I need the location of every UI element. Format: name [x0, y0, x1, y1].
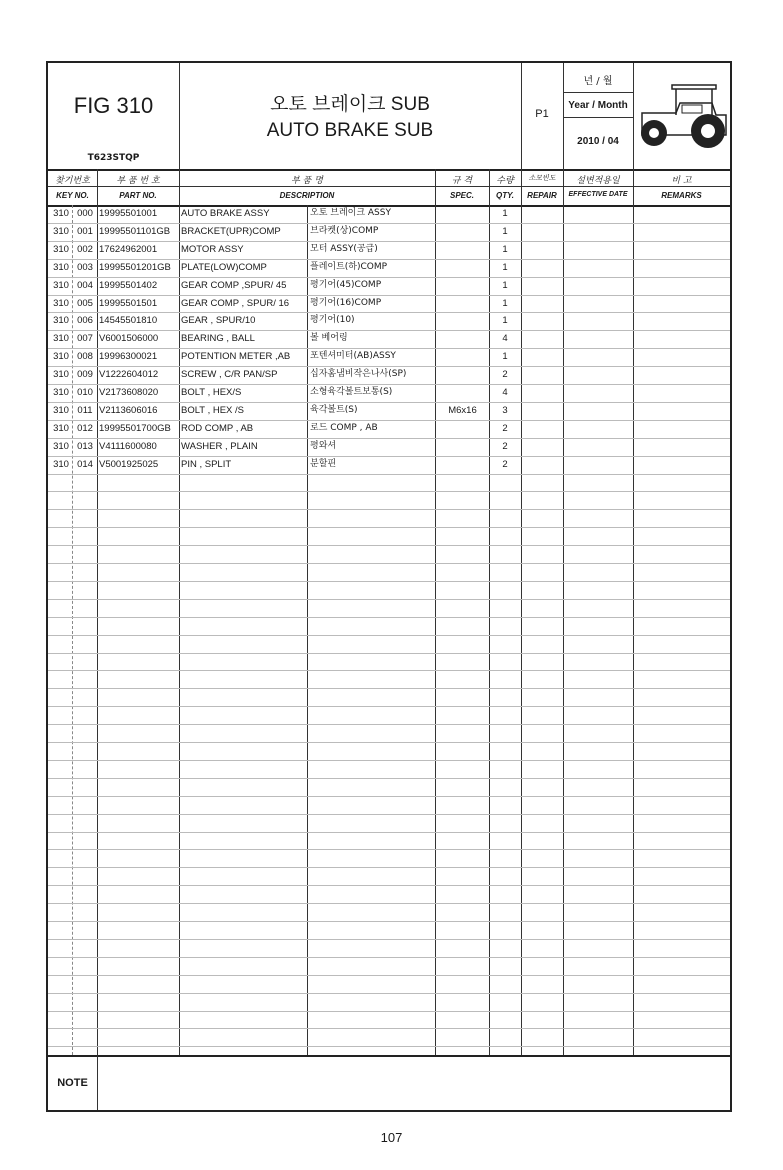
cell-key: 006 — [77, 315, 93, 327]
cell-key: 002 — [77, 243, 93, 255]
divider — [563, 117, 633, 118]
column-divider — [633, 169, 634, 1055]
cell-fig: 310 — [53, 369, 69, 381]
cell-desc-en: WASHER , PLAIN — [181, 440, 258, 452]
cell-qty: 1 — [502, 261, 508, 273]
cell-spec: M6x16 — [448, 404, 477, 416]
cell-qty: 4 — [502, 387, 508, 398]
cell-part: V2173608020 — [99, 387, 159, 398]
remarks-header-en: REMARKS — [661, 191, 702, 200]
title-english: AUTO BRAKE SUB — [266, 120, 434, 141]
cell-desc-kr: 브라켓(상)COMP — [310, 225, 379, 236]
cell-desc-kr: 십자홈냄비작은나사(SP) — [310, 369, 407, 380]
cell-qty: 1 — [502, 243, 508, 255]
cell-part: 19995501700GB — [99, 422, 171, 434]
desc-header-kr: 부 품 명 — [291, 176, 323, 186]
cell-qty: 2 — [502, 422, 508, 434]
key-header-en: KEY NO. — [56, 191, 89, 200]
cell-desc-en: BEARING , BALL — [181, 333, 255, 345]
table-rule — [48, 1011, 730, 1012]
cell-key: 007 — [77, 333, 93, 345]
title-korean: 오토 브레이크 SUB — [270, 94, 430, 115]
cell-desc-kr: 볼 베어링 — [310, 333, 348, 344]
cell-desc-en: PIN , SPLIT — [181, 458, 232, 470]
table-rule — [48, 617, 730, 618]
qty-header-kr: 수량 — [496, 176, 514, 186]
table-rule — [48, 670, 730, 671]
column-divider — [563, 169, 564, 1055]
cell-desc-en: MOTOR ASSY — [181, 243, 244, 255]
page-code: P1 — [535, 108, 549, 120]
table-rule — [48, 635, 730, 636]
cell-desc-kr: 로드 COMP , AB — [310, 422, 378, 433]
note-label: NOTE — [57, 1077, 88, 1089]
table-rule — [48, 545, 730, 546]
table-rule — [48, 563, 730, 564]
cell-part: V4111600080 — [99, 440, 157, 452]
cell-key: 010 — [77, 387, 93, 398]
cell-desc-en: PLATE(LOW)COMP — [181, 261, 267, 273]
cell-fig: 310 — [53, 261, 69, 273]
cell-key: 011 — [77, 404, 93, 416]
cell-fig: 310 — [53, 458, 69, 470]
table-rule — [48, 599, 730, 600]
cell-qty: 4 — [502, 333, 508, 345]
cell-qty: 1 — [502, 315, 508, 327]
cell-desc-en: ROD COMP , AB — [181, 422, 254, 434]
cell-key: 000 — [77, 208, 93, 219]
cell-desc-kr: 육각볼트(S) — [310, 404, 358, 415]
cell-key: 004 — [77, 279, 93, 291]
cell-key: 013 — [77, 440, 93, 452]
table-rule — [48, 885, 730, 886]
cell-part: V6001506000 — [99, 333, 159, 345]
table-rule — [48, 849, 730, 850]
cell-part: 19995501001 — [99, 208, 158, 219]
cell-desc-kr: 플레이트(하)COMP — [310, 261, 388, 272]
table-rule — [48, 1046, 730, 1047]
table-rule — [48, 760, 730, 761]
cell-desc-en: BOLT , HEX /S — [181, 404, 245, 416]
cell-part: V1222604012 — [99, 369, 159, 381]
cell-desc-en: GEAR COMP ,SPUR/ 45 — [181, 279, 287, 291]
cell-qty: 1 — [502, 297, 508, 309]
cell-key: 008 — [77, 351, 93, 363]
cell-qty: 2 — [502, 369, 508, 381]
table-rule — [48, 993, 730, 994]
table-rule — [48, 867, 730, 868]
cell-desc-kr: 평기어(10) — [310, 315, 355, 326]
column-divider — [179, 169, 180, 1055]
table-rule — [48, 474, 730, 475]
cell-fig: 310 — [53, 315, 69, 327]
table-rule — [48, 832, 730, 833]
cell-part: 17624962001 — [99, 243, 158, 255]
cell-fig: 310 — [53, 404, 69, 416]
cell-desc-en: BOLT , HEX/S — [181, 387, 242, 398]
table-rule — [48, 903, 730, 904]
divider — [48, 186, 730, 187]
repair-header-kr: 소모빈도 — [528, 174, 556, 182]
column-divider — [307, 205, 308, 1055]
cell-qty: 1 — [502, 351, 508, 363]
part-header-kr: 부 품 번 호 — [116, 176, 160, 186]
cell-desc-kr: 오토 브레이크 ASSY — [310, 208, 391, 218]
divider — [563, 92, 633, 93]
divider — [633, 63, 634, 169]
spec-header-en: SPEC. — [449, 191, 474, 200]
cell-qty: 1 — [502, 208, 508, 219]
cell-key: 012 — [77, 422, 93, 434]
table-rule — [48, 814, 730, 815]
cell-part: V2113606016 — [99, 404, 158, 416]
key-header-kr: 찾기번호 — [55, 176, 90, 186]
cell-key: 014 — [77, 458, 93, 470]
cell-desc-en: POTENTION METER ,AB — [181, 351, 291, 363]
cell-qty: 2 — [502, 440, 508, 452]
year-month-korean: 년 / 월 — [583, 76, 613, 87]
cell-desc-kr: 평와셔 — [310, 440, 337, 451]
note-divider — [48, 1055, 730, 1057]
cell-qty: 1 — [502, 225, 508, 237]
desc-header-en: DESCRIPTION — [279, 191, 335, 200]
table-rule — [48, 724, 730, 725]
cell-part: 19995501201GB — [99, 261, 171, 273]
table-rule — [48, 706, 730, 707]
cell-fig: 310 — [53, 297, 69, 309]
cell-key: 005 — [77, 297, 93, 309]
cell-fig: 310 — [53, 208, 69, 219]
table-rule — [48, 742, 730, 743]
table-rule — [48, 509, 730, 510]
table-rule — [48, 796, 730, 797]
remarks-header-kr: 비 고 — [671, 176, 692, 186]
cell-desc-kr: 분할핀 — [310, 458, 337, 469]
cell-desc-en: AUTO BRAKE ASSY — [181, 208, 270, 219]
cell-fig: 310 — [53, 225, 69, 237]
cell-desc-kr: 소형육각볼트보통(S) — [310, 387, 393, 397]
cell-qty: 2 — [502, 458, 508, 470]
year-month-english: Year / Month — [568, 100, 628, 111]
cell-desc-kr: 모터 ASSY(공급) — [310, 243, 378, 254]
cell-qty: 1 — [502, 279, 508, 291]
cell-qty: 3 — [502, 404, 508, 416]
table-rule — [48, 921, 730, 922]
cell-desc-kr: 평기어(16)COMP — [310, 297, 382, 308]
model-code: T623STQP — [87, 153, 140, 163]
table-rule — [48, 688, 730, 689]
cell-fig: 310 — [53, 440, 69, 452]
cell-part: 19996300021 — [99, 351, 158, 363]
table-rule — [48, 527, 730, 528]
cell-part: 19995501501 — [99, 297, 158, 309]
cell-desc-en: SCREW , C/R PAN/SP — [181, 369, 278, 381]
tractor-icon — [636, 75, 730, 155]
table-rule — [48, 778, 730, 779]
cell-key: 003 — [77, 261, 93, 273]
spec-header-kr: 규 격 — [451, 176, 473, 186]
column-divider — [97, 169, 98, 1055]
table-rule — [48, 939, 730, 940]
cell-fig: 310 — [53, 333, 69, 345]
table-rule — [48, 581, 730, 582]
cell-desc-en: GEAR , SPUR/10 — [181, 315, 256, 327]
header-divider — [48, 169, 730, 171]
parts-sheet — [46, 61, 732, 1112]
cell-desc-kr: 평기어(45)COMP — [310, 279, 382, 290]
cell-desc-en: BRACKET(UPR)COMP — [181, 225, 281, 237]
table-rule — [48, 1028, 730, 1029]
cell-fig: 310 — [53, 422, 69, 434]
title-block — [179, 89, 521, 142]
cell-part: 19995501402 — [99, 279, 158, 291]
cell-key: 001 — [77, 225, 93, 237]
page-number: 107 — [380, 1130, 403, 1145]
effective-header-en: EFFECTIVE DATE — [568, 191, 628, 198]
cell-key: 009 — [77, 369, 93, 381]
cell-part: 19995501101GB — [99, 225, 171, 237]
repair-header-en: REPAIR — [527, 191, 557, 200]
cell-fig: 310 — [53, 279, 69, 291]
part-header-en: PART NO. — [119, 191, 157, 200]
cell-part: V5001925025 — [99, 458, 159, 470]
table-rule — [48, 975, 730, 976]
cell-fig: 310 — [53, 243, 69, 255]
column-divider — [435, 169, 436, 1055]
cell-fig: 310 — [53, 387, 69, 398]
qty-header-en: QTY. — [496, 191, 514, 200]
cell-part: 14545501810 — [99, 315, 158, 327]
column-divider — [521, 169, 522, 1055]
figure-number: FIG 310 — [73, 93, 154, 118]
table-rule — [48, 653, 730, 654]
cell-desc-en: GEAR COMP , SPUR/ 16 — [181, 297, 290, 309]
table-rule — [48, 491, 730, 492]
effective-header-kr: 설변적용일 — [576, 176, 620, 186]
cell-desc-kr: 포텐셔미터(AB)ASSY — [310, 351, 396, 362]
table-rule — [48, 957, 730, 958]
divider — [97, 1055, 98, 1110]
cell-fig: 310 — [53, 351, 69, 363]
revision-date: 2010 / 04 — [577, 136, 619, 147]
